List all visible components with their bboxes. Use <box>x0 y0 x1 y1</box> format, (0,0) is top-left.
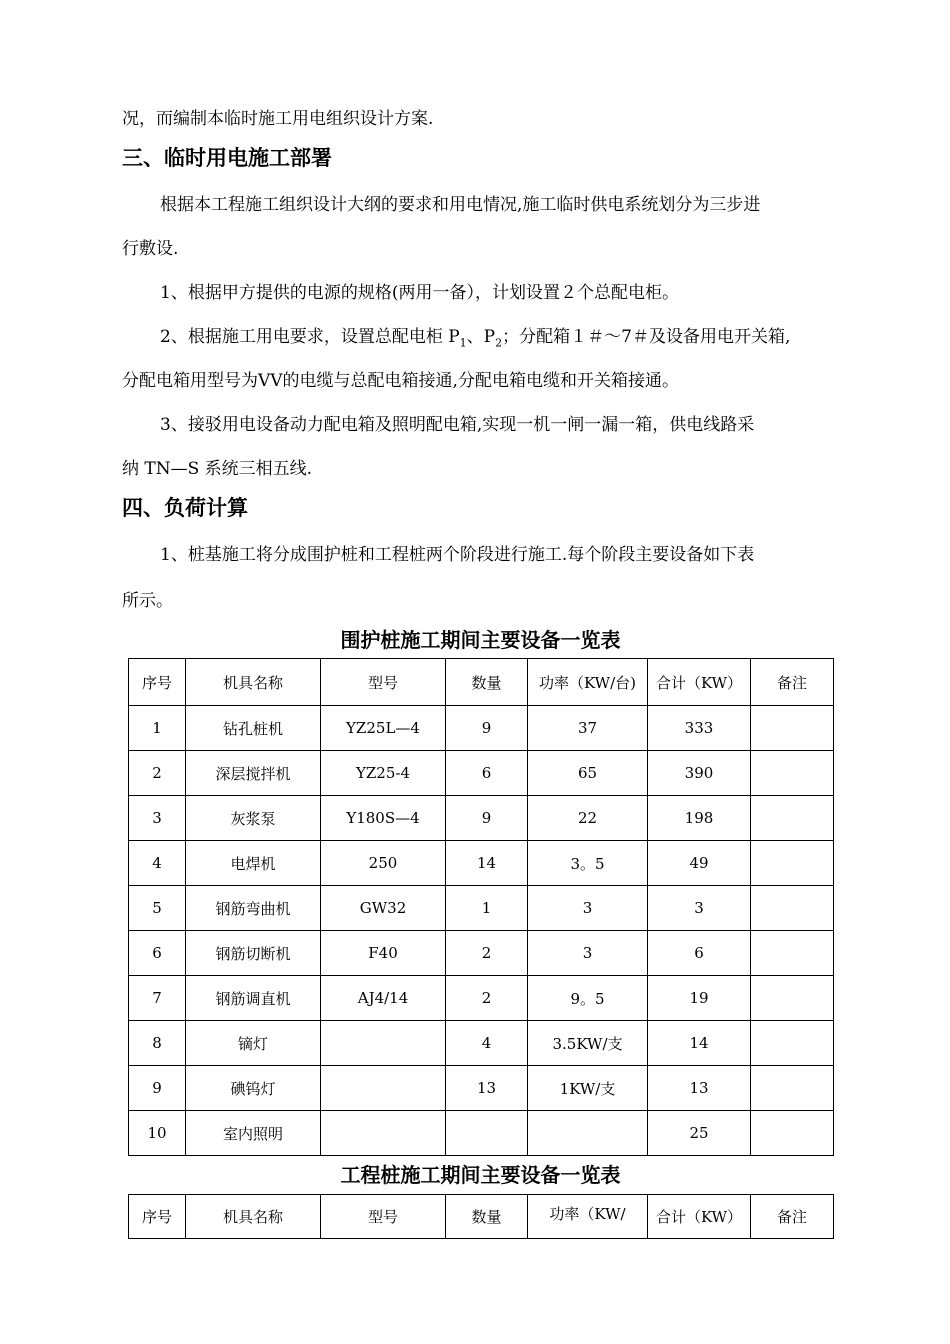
table-cell <box>751 706 834 751</box>
table-cell: 2 <box>129 751 186 796</box>
header-cell: 合计（KW） <box>648 1195 751 1239</box>
table-cell: 钢筋切断机 <box>186 931 321 976</box>
table-cell: AJ4/14 <box>321 976 446 1021</box>
table-cell: 钢筋弯曲机 <box>186 886 321 931</box>
table-row <box>129 1021 834 1066</box>
table-cell: 4 <box>446 1021 528 1066</box>
header-cell: 型号 <box>321 659 446 706</box>
table-cell: 3。5 <box>528 841 648 886</box>
table-row <box>129 1066 834 1111</box>
header-cell: 备注 <box>751 1195 834 1239</box>
section-3-item-1: 1、根据甲方提供的电源的规格(两用一备），计划设置２个总配电柜。 <box>160 283 679 303</box>
intro-paragraph-end: 况，而编制本临时施工用电组织设计方案. <box>122 109 434 129</box>
table-cell <box>751 1111 834 1156</box>
table-cell: 250 <box>321 841 446 886</box>
table-row <box>129 886 834 931</box>
table-cell: 电焊机 <box>186 841 321 886</box>
header-cell: 机具名称 <box>186 1195 321 1239</box>
table-cell: 2 <box>446 931 528 976</box>
table-cell: GW32 <box>321 886 446 931</box>
table-cell <box>751 841 834 886</box>
table-cell: 9 <box>446 706 528 751</box>
section-3-item-2-line2: 分配电箱用型号为VV的电缆与总配电箱接通,分配电箱电缆和开关箱接通。 <box>122 371 679 391</box>
table-cell: 9 <box>129 1066 186 1111</box>
section-4-paragraph-line2: 所示。 <box>122 591 173 611</box>
item-2-part-a: 2、根据施工用电要求，设置总配电柜 P <box>160 327 460 347</box>
table-cell: 37 <box>528 706 648 751</box>
table-1 <box>128 658 834 1156</box>
table-cell: 3 <box>528 931 648 976</box>
table-row <box>129 796 834 841</box>
table-cell: 7 <box>129 976 186 1021</box>
header-cell: 序号 <box>129 1195 186 1239</box>
table-row <box>129 931 834 976</box>
item-2-part-c: ；分配箱１＃～7＃及设备用电开关箱, <box>502 327 791 347</box>
table-cell: 室内照明 <box>186 1111 321 1156</box>
item-2-sub-1: 1 <box>459 336 467 350</box>
header-cell: 备注 <box>751 659 834 706</box>
table-cell: 6 <box>129 931 186 976</box>
table-row <box>129 706 834 751</box>
table-cell: 9 <box>446 796 528 841</box>
section-3-heading: 三、临时用电施工部署 <box>122 146 332 170</box>
table-cell <box>751 751 834 796</box>
table-cell: YZ25-4 <box>321 751 446 796</box>
table-cell: 钢筋调直机 <box>186 976 321 1021</box>
header-cell: 功率（KW/ <box>528 1195 648 1239</box>
table-1-header-row <box>129 659 834 706</box>
item-2-sub-2: 2 <box>495 336 503 350</box>
table-cell: 3 <box>528 886 648 931</box>
table-cell: 2 <box>446 976 528 1021</box>
table-2-caption: 工程桩施工期间主要设备一览表 <box>340 1163 621 1187</box>
table-cell <box>751 976 834 1021</box>
table-2 <box>128 1194 834 1239</box>
table-cell: 1 <box>446 886 528 931</box>
header-cell: 功率（KW/台) <box>528 659 648 706</box>
table-cell: YZ25L—4 <box>321 706 446 751</box>
table-cell: 13 <box>648 1066 751 1111</box>
table-cell <box>751 1066 834 1111</box>
table-cell <box>446 1111 528 1156</box>
table-2-header-row <box>129 1195 834 1239</box>
table-cell <box>321 1111 446 1156</box>
header-cell: 数量 <box>446 659 528 706</box>
table-cell: 1KW/支 <box>528 1066 648 1111</box>
table-cell: 10 <box>129 1111 186 1156</box>
header-cell: 合计（KW） <box>648 659 751 706</box>
table-row <box>129 751 834 796</box>
table-cell: 198 <box>648 796 751 841</box>
table-cell: 22 <box>528 796 648 841</box>
table-cell: 390 <box>648 751 751 796</box>
table-cell: 深层搅拌机 <box>186 751 321 796</box>
table-cell: 9。5 <box>528 976 648 1021</box>
section-4-heading: 四、负荷计算 <box>122 496 248 520</box>
table-cell: 3.5KW/支 <box>528 1021 648 1066</box>
table-cell: 6 <box>446 751 528 796</box>
table-cell: 3 <box>648 886 751 931</box>
table-cell <box>751 931 834 976</box>
table-cell: 8 <box>129 1021 186 1066</box>
section-4-paragraph-line1: 1、桩基施工将分成围护桩和工程桩两个阶段进行施工.每个阶段主要设备如下表 <box>160 545 755 565</box>
table-cell: 14 <box>648 1021 751 1066</box>
table-cell <box>751 886 834 931</box>
table-cell <box>751 796 834 841</box>
table-row <box>129 976 834 1021</box>
table-1-caption: 围护桩施工期间主要设备一览表 <box>340 628 621 652</box>
section-3-paragraph-line2: 行敷设. <box>122 239 179 259</box>
header-cell: 型号 <box>321 1195 446 1239</box>
section-3-item-2 <box>160 326 880 348</box>
table-cell: F40 <box>321 931 446 976</box>
header-cell: 数量 <box>446 1195 528 1239</box>
table-cell: 钻孔桩机 <box>186 706 321 751</box>
table-cell: 5 <box>129 886 186 931</box>
table-cell: 49 <box>648 841 751 886</box>
table-cell <box>751 1021 834 1066</box>
table-cell: 19 <box>648 976 751 1021</box>
table-cell: 碘钨灯 <box>186 1066 321 1111</box>
table-cell: 14 <box>446 841 528 886</box>
section-3-item-3-line2: 纳 TN—S 系统三相五线. <box>122 459 313 479</box>
table-cell: 3 <box>129 796 186 841</box>
table-cell <box>528 1111 648 1156</box>
table-cell: 6 <box>648 931 751 976</box>
table-row <box>129 1111 834 1156</box>
header-cell: 序号 <box>129 659 186 706</box>
section-3-item-3-line1: 3、接驳用电设备动力配电箱及照明配电箱,实现一机一闸一漏一箱，供电线路采 <box>160 415 755 435</box>
table-row <box>129 841 834 886</box>
table-cell: 镝灯 <box>186 1021 321 1066</box>
table-cell: 25 <box>648 1111 751 1156</box>
table-cell: 65 <box>528 751 648 796</box>
header-cell: 机具名称 <box>186 659 321 706</box>
table-cell: 333 <box>648 706 751 751</box>
table-cell: Y180S—4 <box>321 796 446 841</box>
table-cell: 4 <box>129 841 186 886</box>
table-cell <box>321 1066 446 1111</box>
item-2-part-b: 、P <box>466 327 496 347</box>
table-cell: 灰浆泵 <box>186 796 321 841</box>
table-cell: 1 <box>129 706 186 751</box>
table-cell: 13 <box>446 1066 528 1111</box>
section-3-paragraph-line1: 根据本工程施工组织设计大纲的要求和用电情况,施工临时供电系统划分为三步进 <box>160 195 761 215</box>
table-cell <box>321 1021 446 1066</box>
